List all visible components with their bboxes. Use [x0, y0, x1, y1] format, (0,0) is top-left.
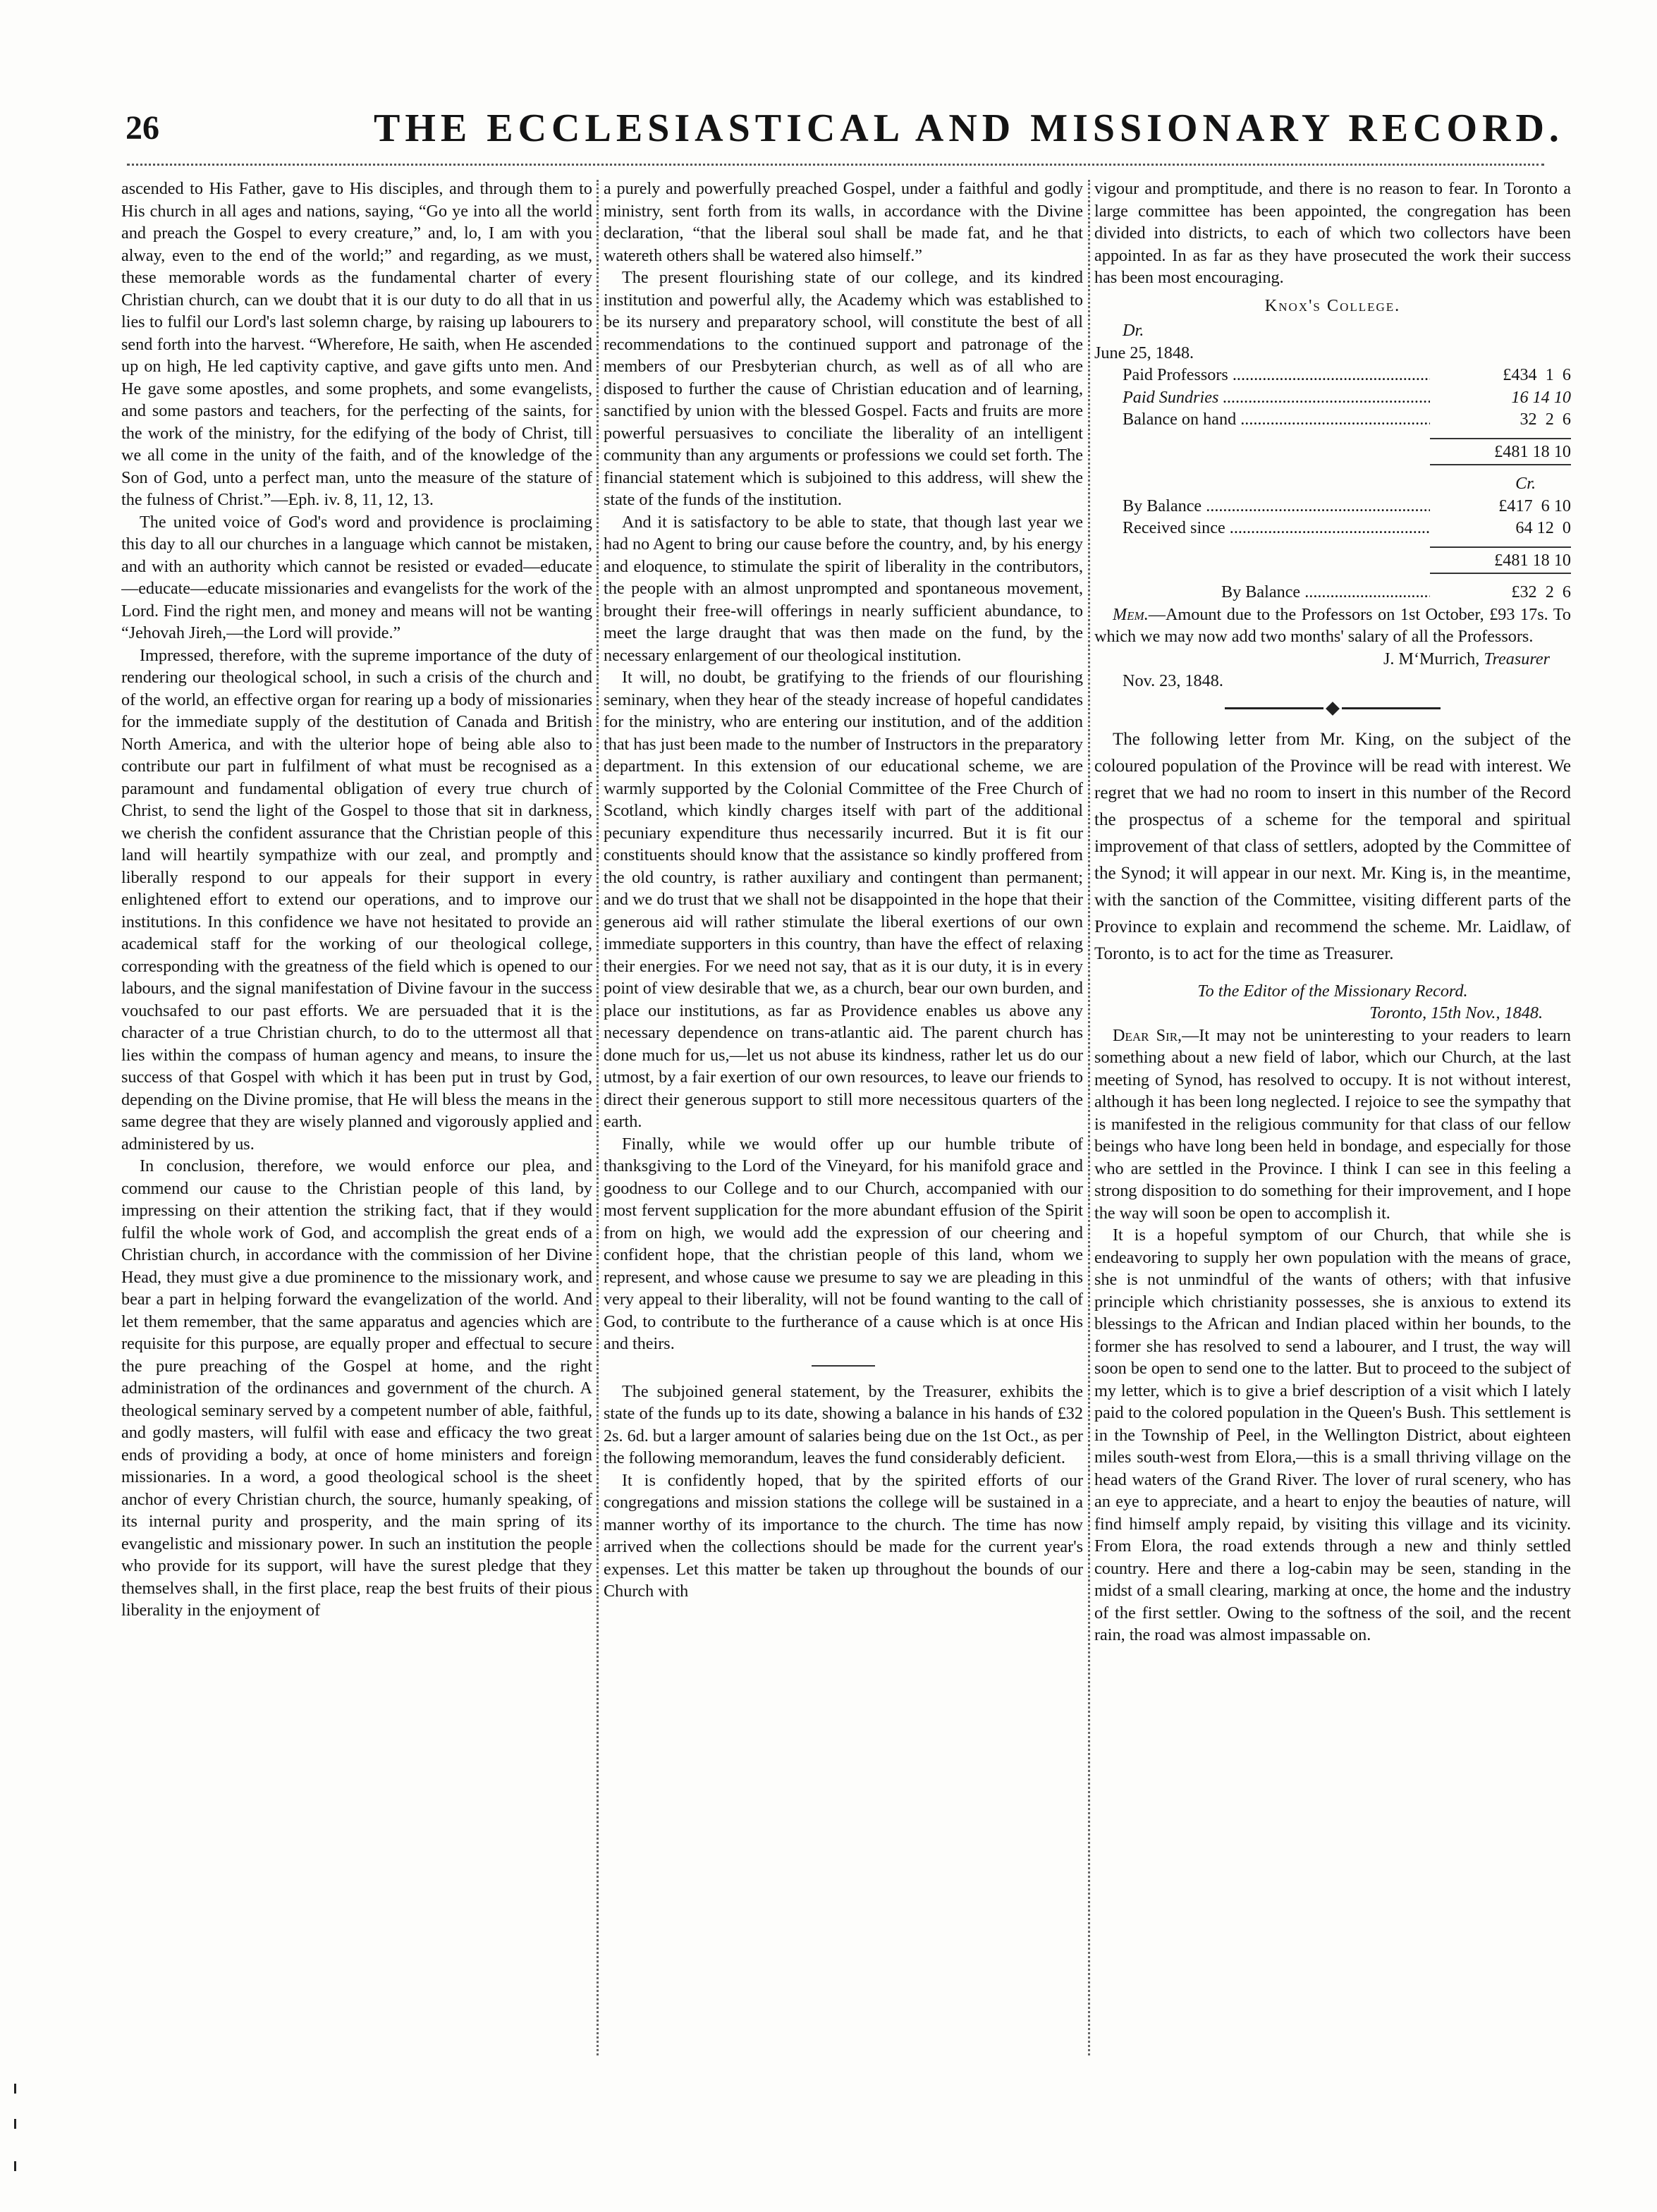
debit-label: Dr.	[1123, 321, 1144, 340]
account-row	[1094, 517, 1571, 539]
account-amount: £434 1 6	[1503, 365, 1571, 384]
column-3	[1094, 178, 1571, 2057]
rule-line	[1342, 707, 1441, 709]
paragraph: It is confidently hoped, that by the spirited efforts of our congregations and mission stations the college will be sustained in a manner worthy of its importance to the church. The time has now arrived when the collections should be made for the current year's expenses. Let this matter be taken up throughout the bounds of our Church with	[604, 1470, 1083, 1601]
account-amount: 32 2 6	[1520, 410, 1571, 429]
treasurer-title: Treasurer	[1484, 649, 1550, 668]
account-label: Paid Professors .....	[1094, 364, 1430, 386]
account-row	[1094, 364, 1571, 386]
account-total	[1094, 431, 1571, 473]
salutation: Dear Sir,	[1113, 1025, 1182, 1045]
account-total	[1094, 539, 1571, 582]
paragraph: The present flourishing state of our college, and its kindred institution and powerful ally, the Academy which was established to be its nursery and preparatory school, will constitute the best of all recommendations to the continued support and patronage of the members of our Presbyterian church, as well as of all who are disposed to further the cause of Christian education and of learning, sanctified by union with the blessed Gospel. Facts and fruits are more powerful persuasives to conciliate the liberality of an intelligent community than any arguments or professions we could set forth. The financial statement which is subjoined to this address, will shew the state of the funds of the institution.	[604, 268, 1083, 509]
page-number: 26	[126, 109, 159, 147]
letter-place-date: Toronto, 15th Nov., 1848.	[1369, 1003, 1543, 1022]
paragraph: vigour and promptitude, and there is no reason to fear. In Toronto a large committee has been appointed, the congregation has been divided into districts, to each of which two collectors have been appointed. In as far as they have prosecuted the work their success has been most encouraging.	[1094, 179, 1571, 287]
account-amount: 16 14 10	[1511, 387, 1571, 407]
ornament-divider	[1094, 704, 1571, 714]
account-label: Balance on hand .....	[1094, 408, 1430, 431]
paragraph: It is a hopeful symptom of our Church, that while she is endeavoring to supply her own population with the means of grace, she is not unmindful of the wants of others; with that infusive principle which christianity possesses, she is anxious to extend its blessings to the African and Indian placed within her bounds, to the former she has resolved to send a labourer, and I trust, the way will soon be open to send one to the latter. But to proceed to the subject of my letter, which is to give a brief description of a visit which I lately paid to the colored population in the Queen's Bush. This settlement is in the Township of Peel, in the Wellington District, about eighteen miles south-west from Elora,—this is a small thriving village on the head waters of the Grand River. The lover of rural scenery, who has an eye to appreciate, and a heart to enjoy the beauties of nature, will find himself amply repaid, by visiting this village and its vicinity. From Elora, the road extends through a new and thinly settled country. Here and there a log-cabin may be seen, standing in the midst of a small clearing, marking at once, the home and the industry of the first settler. Owing to the softness of the soil, and the recent rain, the road was almost impassable on.	[1094, 1226, 1571, 1644]
paragraph: The subjoined general statement, by the Treasurer, exhibits the state of the funds up to its date, showing a balance in his hands of £32 2s. 6d. but a larger amount of salaries being due on the 1st Oct., as per the following memorandum, leaves the fund considerably deficient.	[604, 1381, 1083, 1467]
total-amount: £481 18 10	[1430, 546, 1571, 575]
account-row	[1094, 495, 1571, 518]
account-row	[1094, 581, 1571, 604]
paragraph	[1094, 1025, 1571, 1225]
letter-introduction: The following letter from Mr. King, on the subject of the coloured population of the Province will be read with interest. We regret that we had no room to insert in this number of the Record the prospectus of a scheme for the temporal and spiritual improvement of that class of settlers, adopted by the Committee of the Synod; it will appear in our next. Mr. King is, in the meantime, with the sanction of the Committee, visiting different parts of the Province to explain and recommend the scheme. Mr. Laidlaw, of Toronto, is to act for the time as Treasurer.	[1094, 729, 1571, 963]
paragraph: Finally, while we would offer up our humble tribute of thanksgiving to the Lord of the Vineyard, for his manifold grace and goodness to our College and to our Church, accompanied with our most fervent supplication for the more abundant effusion of the Spirit from on high, we would add the expression of our cheering and confident hope, that the christian people of this land, whom we represent, and whose cause we presume to say we are pleading in this very appeal to their liberality, will not be found wanting to the call of God, to contribute to the furtherance of a cause which is at once His and theirs.	[604, 1134, 1083, 1353]
letter-text: —It may not be uninteresting to your readers to learn something about a new field of labor, which our Church, at the last meeting of Synod, has resolved to occupy. It is not without interest, although it has been long neglected. I rejoice to see the sympathy that is manifested in the religious community for that class of our fellow beings who have long been held in bondage, and especially for those who are settled in the Province. I think I can see in this feeling a strong disposition to do something for their improvement, and I hope the way will soon be open to accomplish it.	[1094, 1025, 1571, 1223]
treasurer-signature	[1094, 648, 1550, 671]
column-2	[604, 178, 1083, 2057]
accounts-date: June 25, 1848.	[1094, 343, 1194, 362]
memorandum	[1094, 604, 1571, 648]
page-header	[113, 106, 1565, 169]
section-separator	[812, 1365, 875, 1367]
running-title: THE ECCLESIASTICAL AND MISSIONARY RECORD.	[374, 106, 1564, 150]
account-label: By Balance .....	[1193, 581, 1430, 604]
accounts-title: Knox's College.	[1264, 295, 1401, 315]
diamond-icon	[1326, 702, 1340, 716]
paragraph: a purely and powerfully preached Gospel, under a faithful and godly ministry, sent forth from its walls, in accordance with the Divine declaration, “that the liberal soul shall be made fat, and he that watereth others shall be watered also himself.”	[604, 179, 1083, 265]
signature-date: Nov. 23, 1848.	[1123, 671, 1223, 690]
column-1	[121, 178, 592, 2057]
credit-label: Cr.	[1515, 474, 1536, 493]
scan-speck	[14, 2084, 16, 2094]
paragraph: In conclusion, therefore, we would enforce our plea, and commend our cause to the Christian people of this land, by impressing on their attention the striking fact, that if they would fulfil the whole work of God, and accomplish the great ends of a Christian church, in accordance with the commission of her Divine Head, they must give a due prominence to the missionary work, and bear a part in helping forward the evangelization of the world. And let them remember, that the same apparatus and agencies which are requisite for this purpose, are equally proper and effectual to secure the pure preaching of the Gospel at home, and the right administration of the ordinances and government of the church. A theological seminary served by a competent number of able, faithful, and godly masters, will fulfil with ease and efficacy the two great ends of providing a body, at once of home ministers and foreign missionaries. In a word, a good theological school is the sheet anchor of every Christian church, the source, humanly speaking, of its internal purity and prosperity, and the main spring of its evangelistic and missionary power. In such an institution the people who provide for its support, will have the surest pledge that they themselves shall, in the first place, reap the best fruits of their pious liberality in the enjoyment of	[121, 1156, 592, 1620]
account-row	[1094, 408, 1571, 431]
scan-speck	[14, 2161, 16, 2171]
accounts-statement	[1094, 295, 1571, 604]
memo-text: —Amount due to the Professors on 1st October, £93 17s. To which we may now add two months' salary of all the Professors.	[1094, 604, 1571, 646]
paragraph: It will, no doubt, be gratifying to the friends of our flourishing seminary, when they hear of the steady increase of hopeful candidates for the ministry, who are entering our institution, and of the addition that has just been made to the number of Instructors in the preparatory department. In this extension of our educational scheme, we are warmly supported by the Colonial Committee of the Free Church of Scotland, which kindly charges itself with part of the additional pecuniary expenditure thus necessarily incurred. But it is fit our constituents should know that the assistance so kindly proffered from the old country, is rather auxiliary and contingent than permanent; and we do trust that we shall not be disappointed in the hope that their generous aid will rather stimulate the liberal exertions of our own immediate supporters in this country, than have the effect of relaxing their energies. For we need not say, that as it is our duty, it is in every point of view desirable that we, as a church, bear our own burden, and place our institutions, as far as Providence enables us above any necessary dependence on trans-atlantic aid. The parent church has done much for us,—let us not abuse its kindness, rather let us do our utmost, by a fair exertion of our own resources, to leave our friends to direct their generous support to still more necessitous quarters of the earth.	[604, 668, 1083, 1131]
rule-line	[1225, 707, 1323, 709]
total-amount: £481 18 10	[1430, 438, 1571, 466]
column-rule	[597, 180, 599, 2055]
memo-head: Mem.	[1113, 604, 1149, 624]
account-amount: £417 6 10	[1498, 496, 1571, 515]
letter-heading: To the Editor of the Missionary Record.	[1197, 981, 1468, 1001]
column-rule	[1088, 180, 1090, 2055]
paragraph: ascended to His Father, gave to His disciples, and through them to His church in all ages and nations, saying, “Go ye into all the world and preach the Gospel to every creature,” and, lo, I am with you alway, even to the end of the world;” and regarding, as we must, these memorable words as the fundamental charter of every Christian church, can we doubt that it is our duty to do all that in us lies to fulfil our Lord's last solemn charge, by raising up labourers to send forth into the harvest. “Wherefore, He saith, when He ascended up on high, He led captivity captive, and gave gifts unto men. And He gave some apostles, and some prophets, and some evangelists, and some pastors and teachers, for the perfecting of the saints, for the work of the ministry, for the edifying of the body of Christ, till we all come in the unity of the faith, and of the knowledge of the Son of God, unto a perfect man, unto the measure of the stature of the fulness of Christ.”—Eph. iv. 8, 11, 12, 13.	[121, 179, 592, 509]
header-rule	[127, 164, 1544, 166]
account-label: Paid Sundries .....	[1094, 386, 1430, 409]
account-label: By Balance .....	[1094, 495, 1430, 518]
paragraph: And it is satisfactory to be able to state, that though last year we had no Agent to bring our cause before the country, and, by his energy and eloquence, to stimulate the spirit of liberality in the contributors, the people with an almost unprompted and spontaneous movement, brought their free-will offerings in nearly sufficient abundance, to meet the large draught that was then made on the fund, by the necessary enlargement of our theological institution.	[604, 512, 1083, 665]
account-amount: £32 2 6	[1511, 582, 1571, 601]
paragraph: Impressed, therefore, with the supreme importance of the duty of rendering our theological school, in such a crisis of the church and of the world, an effective organ for rearing up a body of missionaries for the immediate supply of the destitution of Canada and British North America, and with the ulterior hope of being able also to contribute our part in fulfilment of what must be recognised as a paramount and fundamental obligation of every true church of Christ, to send the light of the Gospel to those that sit in darkness, we cherish the confident assurance that the Christian people of this land will heartily sympathize with our zeal, and promptly and liberally respond to our appeals for their support in every enlightened effort to extend our operations, and to improve our institutions. In this confidence we have not hesitated to provide an academical staff for the working of our theological college, corresponding with the greatness of the field which is opened to our labours, and the signal manifestation of Divine favour in the success vouchsafed to our past efforts. We are persuaded that it is the character of a true Christian church, to do to the uttermost all that lies within the compass of human agency and means, to insure the success of that Gospel with which it has been put in trust by God, depending on the Divine promise, that He will bless the means in the same degree that they are wisely planned and vigorously applied and administered by us.	[121, 645, 592, 1154]
scan-speck	[14, 2119, 16, 2129]
account-amount: 64 12 0	[1515, 518, 1571, 537]
account-row	[1094, 386, 1571, 409]
account-label: Received since .....	[1094, 517, 1430, 539]
paragraph: The united voice of God's word and providence is proclaiming this day to all our churches in a language which cannot be mistaken, and with an authority which cannot be resisted or evaded—educate—educate—educate missionaries and evangelists for the work of the Lord. Find the right men, and money and means will not be wanting “Jehovah Jireh,—the Lord will provide.”	[121, 512, 592, 642]
treasurer-name: J. M‘Murrich,	[1383, 649, 1480, 668]
